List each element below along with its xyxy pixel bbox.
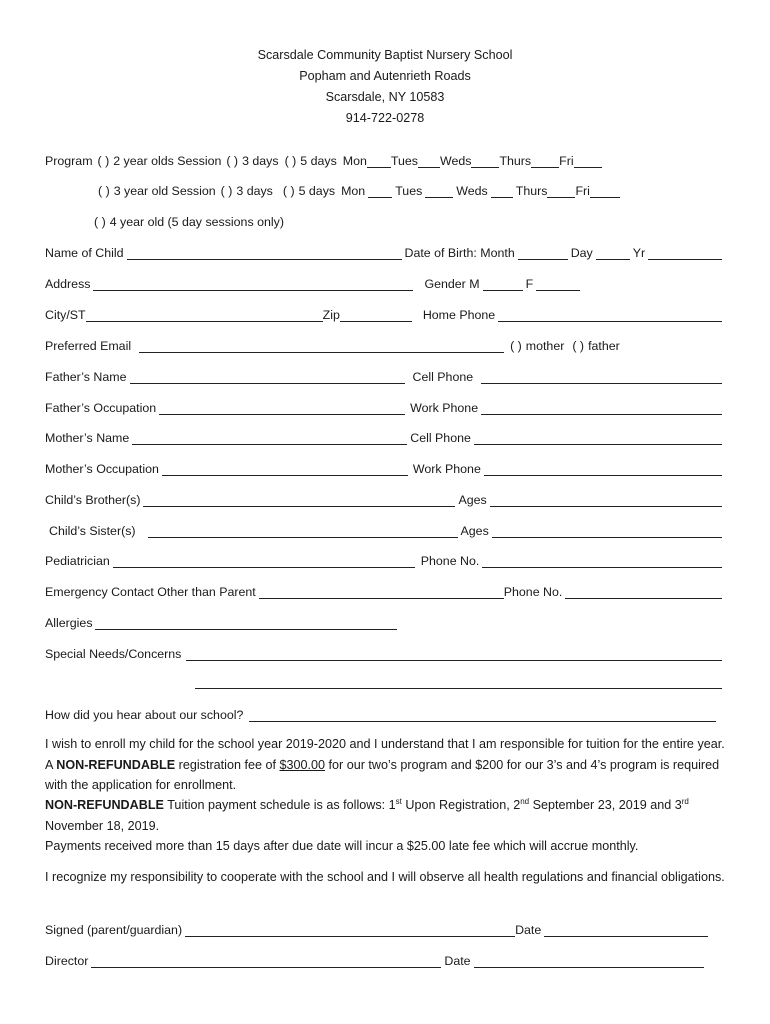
terms-enrollment: I wish to enroll my child for the school year 2019-2020 and I understand that I am responsible for tuition for the entire year. A NON-REFUNDABLE registration fee of $300.00 for our two’s program and $200 for our 3’s and 4’s program is required with the application for enrollment. — [45, 737, 725, 792]
program-row-3yr — [98, 180, 718, 198]
label-mon: Mon — [341, 184, 366, 198]
program-row-2yr — [45, 150, 725, 168]
label-how-heard: How did you hear about our school? — [45, 708, 244, 722]
label-5days: 5 days — [300, 154, 337, 168]
sisters-ages-line[interactable] — [492, 524, 722, 538]
brothers-ages-line[interactable] — [490, 493, 722, 507]
fri-line[interactable] — [590, 184, 620, 198]
address-line[interactable] — [93, 277, 413, 291]
mother-work-line[interactable] — [484, 462, 722, 476]
label-phone-no: Phone No. — [503, 585, 563, 599]
allergies-line[interactable] — [95, 616, 397, 630]
label-zip: Zip — [322, 308, 340, 322]
label-tues: Tues — [390, 154, 418, 168]
row-sisters — [49, 520, 725, 538]
father-work-line[interactable] — [481, 401, 722, 415]
row-signed — [45, 919, 711, 937]
label-thurs: Thurs — [499, 154, 532, 168]
label-5days: 5 days — [298, 184, 336, 198]
checkbox-2yr-5days[interactable]: ( ) — [284, 154, 297, 168]
tues-line[interactable] — [418, 154, 440, 168]
program-label: Program — [45, 154, 93, 168]
home-phone-line[interactable] — [498, 308, 722, 322]
label-3days: 3 days — [236, 184, 273, 198]
label-director: Director — [45, 954, 89, 968]
label-allergies: Allergies — [45, 616, 93, 630]
label-weds: Weds — [440, 154, 472, 168]
label-gender-m: Gender M — [424, 277, 480, 291]
row-brothers — [45, 489, 725, 507]
label-fathers-name: Father’s Name — [45, 370, 127, 384]
special-needs-line[interactable] — [186, 647, 722, 661]
director-line[interactable] — [91, 954, 441, 968]
row-allergies — [45, 612, 725, 630]
emergency-phone-line[interactable] — [565, 585, 722, 599]
label-mothers-name: Mother’s Name — [45, 431, 130, 445]
label-childs-sisters: Child’s Sister(s) — [49, 524, 136, 538]
city-line[interactable] — [86, 308, 323, 322]
label-thurs: Thurs — [515, 184, 548, 198]
label-2yr: 2 year olds Session — [113, 154, 222, 168]
label-preferred-email: Preferred Email — [45, 339, 132, 353]
label-date: Date — [444, 954, 471, 968]
row-address — [45, 273, 725, 291]
row-fathers-occupation — [45, 397, 725, 415]
label-fri: Fri — [575, 184, 590, 198]
mother-cell-line[interactable] — [474, 431, 722, 445]
fathers-occupation-line[interactable] — [159, 401, 405, 415]
pediatrician-line[interactable] — [113, 554, 415, 568]
row-how-heard — [45, 704, 719, 722]
label-gender-f: F — [525, 277, 534, 291]
label-cell-phone: Cell Phone — [412, 370, 474, 384]
label-yr: Yr — [632, 246, 646, 260]
label-work-phone: Work Phone — [412, 462, 481, 476]
row-pediatrician — [45, 550, 725, 568]
row-name-of-child — [45, 242, 725, 260]
brothers-line[interactable] — [143, 493, 455, 507]
terms-payment-schedule: NON-REFUNDABLE Tuition payment schedule is as follows: 1st Upon Registration, 2nd September 23, 2019 and 3rd November 18, 2019. — [45, 796, 689, 833]
mothers-name-line[interactable] — [132, 431, 407, 445]
label-date: Date — [515, 923, 542, 937]
label-3days: 3 days — [242, 154, 279, 168]
gender-f-line[interactable] — [536, 277, 580, 291]
label-city-st: City/ST — [45, 308, 86, 322]
label-mon: Mon — [342, 154, 367, 168]
label-mother: mother — [525, 339, 565, 353]
dob-yr-line[interactable] — [648, 246, 722, 260]
row-mothers-name — [45, 427, 725, 445]
label-ages: Ages — [460, 524, 489, 538]
signature-line[interactable] — [185, 923, 515, 937]
row-mothers-occupation — [45, 458, 725, 476]
dob-day-line[interactable] — [596, 246, 630, 260]
label-ages: Ages — [458, 493, 487, 507]
thurs-line[interactable] — [547, 184, 575, 198]
signed-date-line[interactable] — [544, 923, 708, 937]
mon-line[interactable] — [367, 154, 391, 168]
sisters-line[interactable] — [148, 524, 458, 538]
fathers-name-line[interactable] — [130, 370, 405, 384]
checkbox-3yr-3days[interactable]: ( ) — [220, 184, 233, 198]
label-work-phone: Work Phone — [410, 401, 479, 415]
label-fri: Fri — [559, 154, 574, 168]
school-phone: 914-722-0278 — [345, 111, 425, 125]
school-name: Scarsdale Community Baptist Nursery School — [257, 48, 513, 62]
label-mothers-occupation: Mother’s Occupation — [45, 462, 159, 476]
school-address: Popham and Autenrieth Roads — [299, 69, 471, 83]
label-cell-phone: Cell Phone — [410, 431, 471, 445]
label-childs-brothers: Child’s Brother(s) — [45, 493, 141, 507]
label-day: Day — [570, 246, 593, 260]
mon-line[interactable] — [368, 184, 392, 198]
row-fathers-name — [45, 366, 725, 384]
program-row-4yr — [94, 211, 494, 229]
label-pediatrician: Pediatrician — [45, 554, 110, 568]
label-weds: Weds — [456, 184, 488, 198]
checkbox-3yr-5days[interactable]: ( ) — [282, 184, 295, 198]
how-heard-line[interactable] — [249, 708, 716, 722]
label-4yr: 4 year old (5 day sessions only) — [109, 215, 284, 229]
label-fathers-occupation: Father’s Occupation — [45, 401, 157, 415]
label-home-phone: Home Phone — [422, 308, 496, 322]
name-of-child-line[interactable] — [127, 246, 402, 260]
school-city: Scarsdale, NY 10583 — [325, 90, 445, 104]
father-cell-line[interactable] — [481, 370, 722, 384]
thurs-line[interactable] — [531, 154, 559, 168]
row-emergency — [45, 581, 725, 599]
fri-line[interactable] — [574, 154, 602, 168]
label-address: Address — [45, 277, 91, 291]
label-3yr: 3 year old Session — [113, 184, 216, 198]
row-city — [45, 304, 725, 322]
terms-responsibility: I recognize my responsibility to cooperate with the school and I will observe all health regulations and financial obligations. — [45, 870, 725, 884]
checkbox-4yr[interactable]: ( ) — [94, 215, 106, 229]
director-date-line[interactable] — [474, 954, 704, 968]
row-email — [45, 335, 725, 353]
special-needs-line-2[interactable] — [195, 688, 722, 689]
row-special-needs — [45, 643, 725, 661]
checkbox-3yr[interactable]: ( ) — [98, 184, 110, 198]
pediatrician-phone-line[interactable] — [482, 554, 722, 568]
weds-line[interactable] — [491, 184, 513, 198]
dob-month-line[interactable] — [518, 246, 568, 260]
label-tues: Tues — [395, 184, 423, 198]
emergency-line[interactable] — [259, 585, 504, 599]
label-name-of-child: Name of Child — [45, 246, 124, 260]
tues-line[interactable] — [425, 184, 453, 198]
label-phone-no: Phone No. — [420, 554, 480, 568]
row-director — [45, 950, 707, 968]
label-father: father — [588, 339, 620, 353]
label-signed: Signed (parent/guardian) — [45, 923, 183, 937]
label-emergency-contact: Emergency Contact Other than Parent — [45, 585, 256, 599]
email-line[interactable] — [139, 339, 504, 353]
checkbox-2yr-3days[interactable]: ( ) — [226, 154, 239, 168]
zip-line[interactable] — [340, 308, 412, 322]
checkbox-father[interactable]: ( ) — [572, 339, 585, 353]
mothers-occupation-line[interactable] — [162, 462, 408, 476]
gender-m-line[interactable] — [483, 277, 523, 291]
checkbox-2yr[interactable]: ( ) — [97, 154, 110, 168]
label-dob-month: Date of Birth: Month — [404, 246, 515, 260]
checkbox-mother[interactable]: ( ) — [510, 339, 522, 353]
label-special-needs: Special Needs/Concerns — [45, 647, 182, 661]
weds-line[interactable] — [471, 154, 499, 168]
terms-late-fee: Payments received more than 15 days after due date will incur a $25.00 late fee which will accrue monthly. — [45, 839, 639, 853]
